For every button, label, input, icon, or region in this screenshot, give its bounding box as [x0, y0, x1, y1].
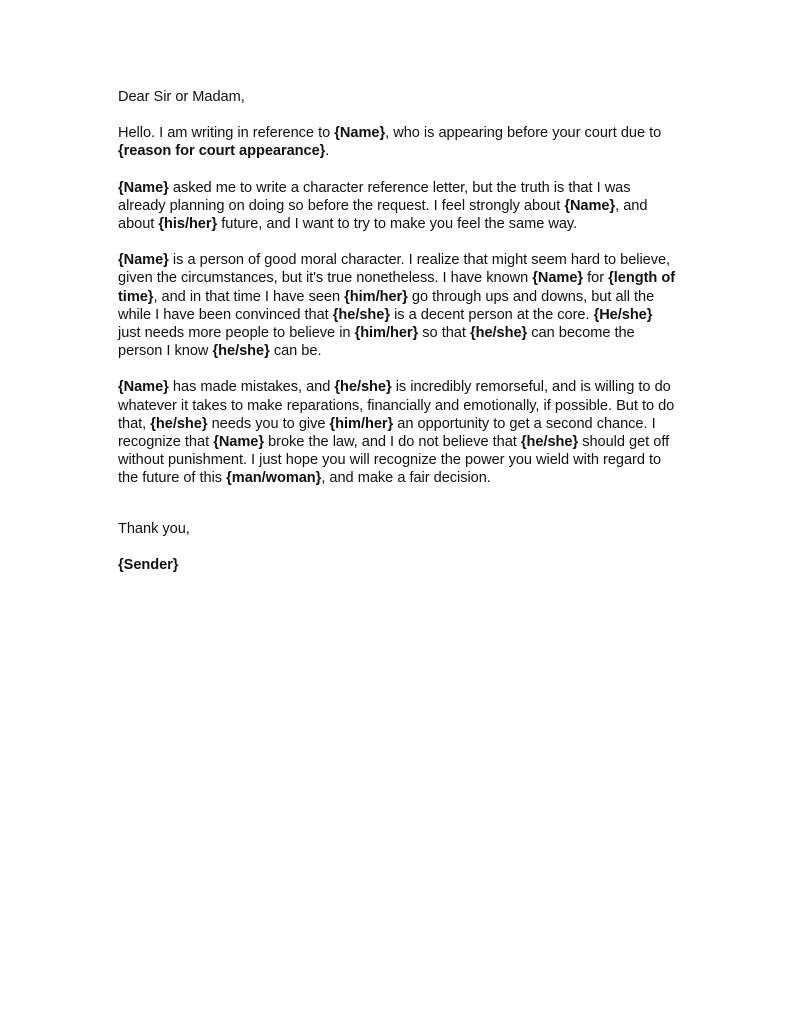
placeholder-token: {Name}: [532, 270, 584, 287]
placeholder-token: {he/she}: [150, 415, 208, 432]
placeholder-token: {Name}: [213, 434, 264, 451]
text-run: needs you to give: [207, 415, 330, 432]
letter-paragraph-1: [118, 124, 678, 160]
placeholder-token: {he/she}: [334, 379, 392, 396]
placeholder-token: {he/she}: [520, 434, 579, 451]
letter-greeting: Dear Sir or Madam,: [118, 89, 245, 105]
text-run: so that: [418, 325, 470, 342]
text-run: .: [325, 143, 330, 160]
placeholder-token: {He/she}: [593, 306, 653, 323]
text-run: can become the person I know: [118, 325, 635, 360]
placeholder-token: {he/she}: [469, 325, 528, 342]
placeholder-token: {Name}: [118, 252, 169, 269]
text-run: just needs more people to believe in: [118, 325, 355, 342]
placeholder-token: {length of time}: [118, 270, 676, 305]
text-run: is incredibly remorseful, and is willing to do whatever it takes to make reparations, financially and emotionally, if possible. But to do that,: [118, 379, 675, 432]
placeholder-token: {Name}: [118, 379, 169, 396]
placeholder-token: {him/her}: [344, 288, 408, 305]
placeholder-token: {Name}: [564, 197, 616, 214]
text-run: , and in that time I have seen: [153, 288, 345, 305]
placeholder-token: {reason for court appearance}: [118, 143, 326, 160]
placeholder-token: {he/she}: [332, 306, 390, 323]
placeholder-token: {him/her}: [354, 325, 419, 342]
text-run: , and make a fair decision.: [321, 470, 491, 487]
text-run: , and about: [118, 197, 648, 233]
text-run: for: [583, 270, 609, 287]
text-run: is a decent person at the core.: [389, 306, 594, 323]
text-run: an opportunity to get a second chance. I recognize that: [118, 415, 656, 451]
letter-paragraph-3: [118, 251, 678, 360]
text-run: Hello. I am writing in reference to: [118, 125, 335, 142]
text-run: is a person of good moral character. I realize that might seem hard to believe, given the circumstances, but it's true nonetheless. I have known: [118, 252, 671, 287]
letter-paragraph-2: [118, 179, 678, 234]
letter-signature: {Sender}: [118, 556, 179, 573]
text-run: future, and I want to try to make you feel the same way.: [217, 216, 578, 233]
placeholder-token: {man/woman}: [226, 470, 322, 487]
text-run: should get off without punishment. I just hope you will recognize the power you wield with regard to the future of this: [118, 434, 670, 487]
text-run: has made mistakes, and: [168, 379, 335, 396]
placeholder-token: {Name}: [118, 179, 169, 196]
text-run: broke the law, and I do not believe that: [264, 434, 521, 451]
text-run: go through ups and downs, but all the while I have been convinced that: [118, 288, 655, 323]
placeholder-token: {he/she}: [212, 343, 270, 360]
letter-paragraph-4: [118, 378, 678, 487]
placeholder-token: {him/her}: [329, 415, 394, 432]
text-run: , who is appearing before your court due to: [385, 125, 662, 142]
letter-body: [118, 88, 678, 574]
text-run: can be.: [269, 343, 322, 360]
letter-closing: Thank you,: [118, 520, 190, 537]
placeholder-token: {Name}: [334, 125, 386, 142]
placeholder-token: {his/her}: [158, 216, 218, 233]
text-run: asked me to write a character reference letter, but the truth is that I was already planning on doing so before the request. I feel strongly about: [118, 179, 631, 214]
